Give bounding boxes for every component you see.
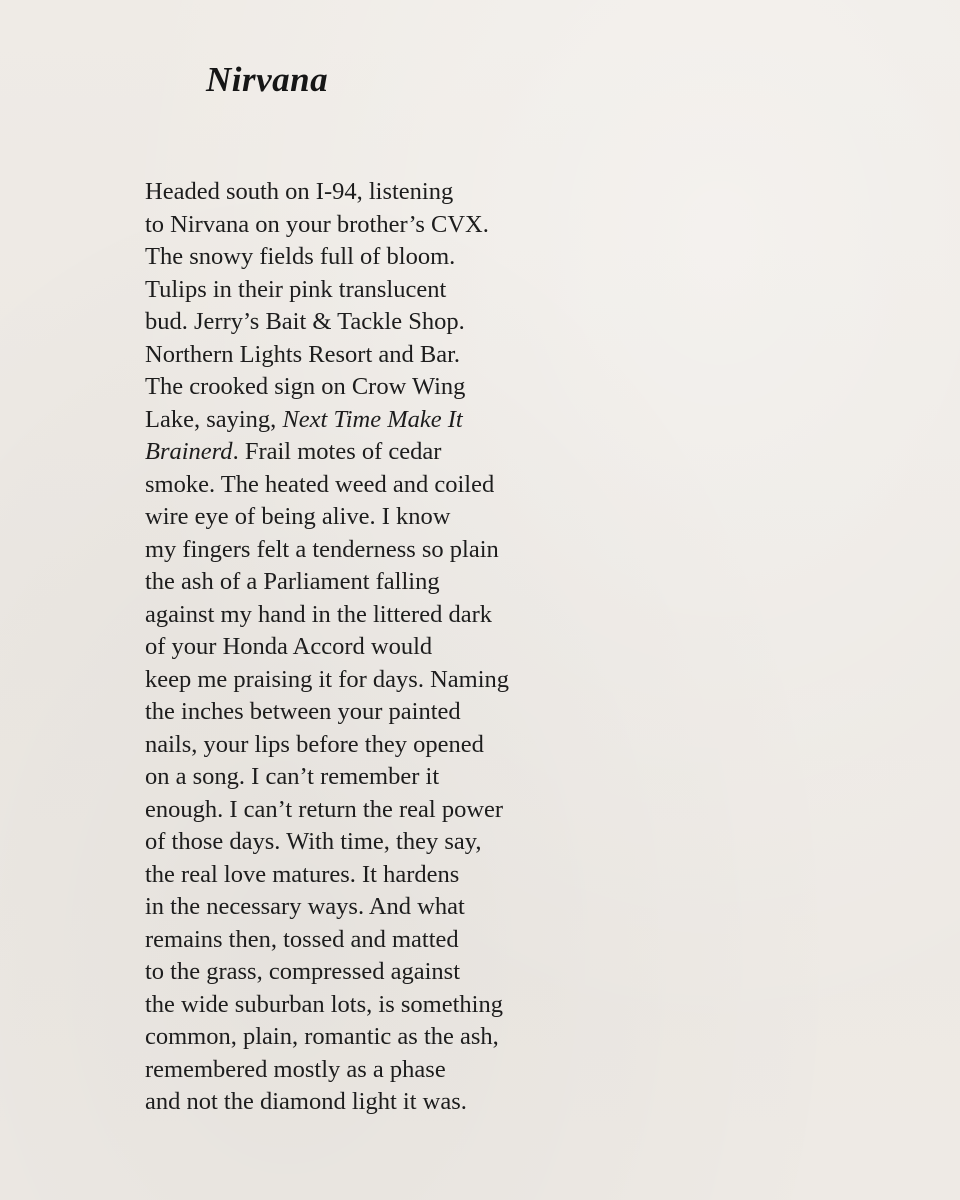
poem-line: the inches between your painted — [145, 698, 461, 725]
poem-line: to the grass, compressed against — [145, 958, 461, 985]
poem-line: and not the diamond light it was. — [145, 1088, 467, 1115]
poem-line: common, plain, romantic as the ash, — [145, 1023, 499, 1050]
poem-line: keep me praising it for days. Naming — [145, 665, 510, 693]
poem-line: remains then, tossed and matted — [145, 925, 459, 953]
poem-title: Nirvana — [206, 60, 329, 99]
poem-line: The crooked sign on Crow Wing — [145, 373, 466, 400]
poem-line: Lake, saying, Next Time Make It — [145, 405, 463, 433]
poem-line: to Nirvana on your brother’s CVX. — [145, 210, 489, 238]
poem-line: wire eye of being alive. I know — [145, 503, 451, 530]
poem-line: The snowy fields full of bloom. — [145, 243, 456, 270]
italic-text: Next Time Make It — [282, 405, 463, 433]
poem-line: the ash of a Parliament falling — [145, 568, 440, 595]
poem-line: Northern Lights Resort and Bar. — [145, 340, 461, 368]
italic-text: Brainerd — [145, 438, 233, 465]
poem-line: on a song. I can’t remember it — [145, 763, 440, 790]
poem-line: the real love matures. It hardens — [145, 860, 460, 888]
poem-body — [145, 176, 605, 1119]
poem-line: the wide suburban lots, is something — [145, 990, 503, 1018]
poem-line: Headed south on I-94, listening — [145, 178, 454, 205]
poem-line: enough. I can’t return the real power — [145, 795, 504, 823]
poem-line: smoke. The heated weed and coiled — [145, 470, 495, 498]
poem-line: Brainerd. Frail motes of cedar — [145, 438, 442, 465]
poem-line: in the necessary ways. And what — [145, 893, 465, 920]
poem-line: bud. Jerry’s Bait & Tackle Shop. — [145, 308, 465, 335]
poem-line: of your Honda Accord would — [145, 633, 433, 660]
poem-line: Tulips in their pink translucent — [145, 275, 447, 303]
poem-line: remembered mostly as a phase — [145, 1055, 446, 1083]
poem-line: against my hand in the littered dark — [145, 600, 492, 628]
poem-line: my fingers felt a tenderness so plain — [145, 535, 499, 563]
poem-line: nails, your lips before they opened — [145, 730, 484, 758]
poem-line: of those days. With time, they say, — [145, 828, 482, 855]
